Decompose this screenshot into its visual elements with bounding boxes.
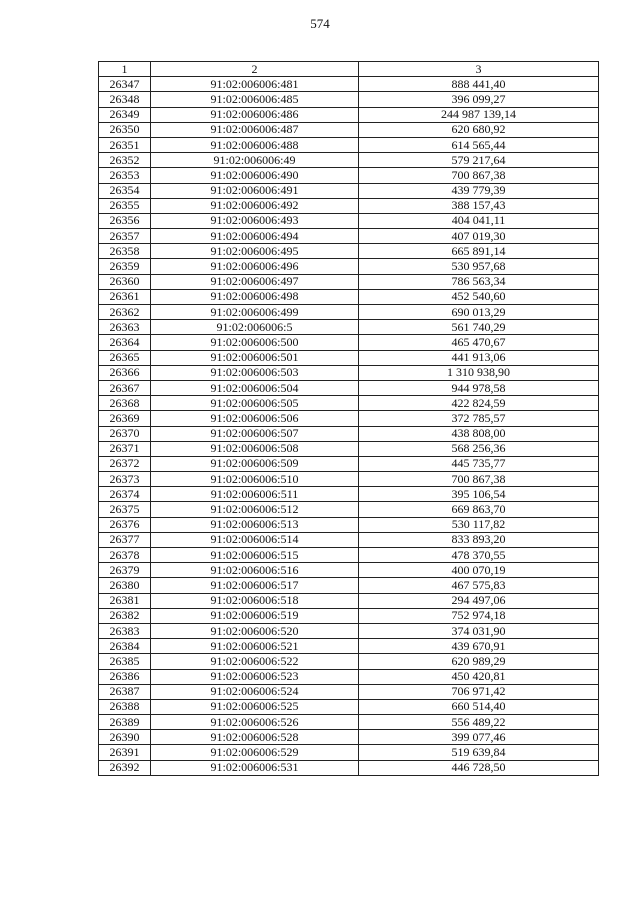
cell-value: 561 740,29 [359,320,599,335]
table-row [99,320,599,335]
cell-cadastral-number: 91:02:006006:523 [151,669,359,684]
cell-cadastral-number: 91:02:006006:506 [151,411,359,426]
cell-cadastral-number: 91:02:006006:488 [151,137,359,152]
cell-value: 396 099,27 [359,92,599,107]
cell-row-number: 26376 [99,517,151,532]
table-row [99,396,599,411]
cell-value: 944 978,58 [359,380,599,395]
cell-cadastral-number: 91:02:006006:509 [151,456,359,471]
cell-row-number: 26379 [99,563,151,578]
cell-cadastral-number: 91:02:006006:496 [151,259,359,274]
cell-row-number: 26359 [99,259,151,274]
table-row [99,745,599,760]
cell-row-number: 26347 [99,77,151,92]
cell-row-number: 26353 [99,168,151,183]
cell-value: 690 013,29 [359,305,599,320]
table-row [99,684,599,699]
cell-row-number: 26370 [99,426,151,441]
cell-cadastral-number: 91:02:006006:481 [151,77,359,92]
cell-row-number: 26386 [99,669,151,684]
cell-cadastral-number: 91:02:006006:517 [151,578,359,593]
cell-cadastral-number: 91:02:006006:493 [151,213,359,228]
cell-value: 1 310 938,90 [359,365,599,380]
table-row [99,730,599,745]
cell-row-number: 26355 [99,198,151,213]
cell-value: 438 808,00 [359,426,599,441]
table-row [99,168,599,183]
cell-cadastral-number: 91:02:006006:531 [151,760,359,775]
cell-cadastral-number: 91:02:006006:529 [151,745,359,760]
table-row [99,548,599,563]
cell-row-number: 26389 [99,715,151,730]
table-row [99,715,599,730]
cell-value: 568 256,36 [359,441,599,456]
table-row [99,244,599,259]
cell-row-number: 26383 [99,623,151,638]
cell-cadastral-number: 91:02:006006:500 [151,335,359,350]
table-row [99,623,599,638]
table-row [99,608,599,623]
cell-value: 439 670,91 [359,639,599,654]
cell-cadastral-number: 91:02:006006:518 [151,593,359,608]
table-row [99,578,599,593]
cell-cadastral-number: 91:02:006006:528 [151,730,359,745]
table-row [99,305,599,320]
cell-value: 660 514,40 [359,699,599,714]
table-row [99,365,599,380]
cell-value: 467 575,83 [359,578,599,593]
cell-value: 579 217,64 [359,153,599,168]
cell-value: 439 779,39 [359,183,599,198]
cell-row-number: 26352 [99,153,151,168]
cell-value: 833 893,20 [359,532,599,547]
cell-row-number: 26373 [99,472,151,487]
cell-cadastral-number: 91:02:006006:485 [151,92,359,107]
cell-cadastral-number: 91:02:006006:486 [151,107,359,122]
cell-value: 706 971,42 [359,684,599,699]
cell-cadastral-number: 91:02:006006:494 [151,229,359,244]
column-header-number: 1 [99,62,151,77]
cell-value: 395 106,54 [359,487,599,502]
cell-cadastral-number: 91:02:006006:524 [151,684,359,699]
cell-cadastral-number: 91:02:006006:49 [151,153,359,168]
cell-row-number: 26351 [99,137,151,152]
cell-value: 478 370,55 [359,548,599,563]
table-row [99,472,599,487]
cell-row-number: 26382 [99,608,151,623]
table-row [99,639,599,654]
cell-cadastral-number: 91:02:006006:501 [151,350,359,365]
table-row [99,426,599,441]
table-row [99,77,599,92]
cell-cadastral-number: 91:02:006006:491 [151,183,359,198]
cell-row-number: 26368 [99,396,151,411]
cell-row-number: 26357 [99,229,151,244]
cell-row-number: 26387 [99,684,151,699]
table-header [99,62,599,77]
cell-row-number: 26381 [99,593,151,608]
cell-cadastral-number: 91:02:006006:519 [151,608,359,623]
cell-cadastral-number: 91:02:006006:492 [151,198,359,213]
table-row [99,380,599,395]
table-row [99,274,599,289]
cell-row-number: 26363 [99,320,151,335]
cell-value: 530 117,82 [359,517,599,532]
table-row [99,487,599,502]
cell-cadastral-number: 91:02:006006:5 [151,320,359,335]
cell-value: 399 077,46 [359,730,599,745]
cell-value: 614 565,44 [359,137,599,152]
cell-value: 404 041,11 [359,213,599,228]
cell-value: 530 957,68 [359,259,599,274]
table-row [99,137,599,152]
cell-cadastral-number: 91:02:006006:487 [151,122,359,137]
cell-cadastral-number: 91:02:006006:521 [151,639,359,654]
cell-row-number: 26354 [99,183,151,198]
cell-row-number: 26348 [99,92,151,107]
cell-row-number: 26390 [99,730,151,745]
table-row [99,259,599,274]
cell-value: 374 031,90 [359,623,599,638]
table-row [99,289,599,304]
cell-cadastral-number: 91:02:006006:526 [151,715,359,730]
cell-cadastral-number: 91:02:006006:516 [151,563,359,578]
cell-row-number: 26365 [99,350,151,365]
cell-row-number: 26366 [99,365,151,380]
cell-value: 244 987 139,14 [359,107,599,122]
cell-value: 620 680,92 [359,122,599,137]
cell-value: 388 157,43 [359,198,599,213]
cell-row-number: 26375 [99,502,151,517]
cell-value: 700 867,38 [359,472,599,487]
cell-cadastral-number: 91:02:006006:504 [151,380,359,395]
cell-row-number: 26385 [99,654,151,669]
table-row [99,350,599,365]
table-row [99,456,599,471]
cell-row-number: 26369 [99,411,151,426]
table-row [99,441,599,456]
cell-row-number: 26362 [99,305,151,320]
cell-value: 786 563,34 [359,274,599,289]
cell-value: 294 497,06 [359,593,599,608]
table-row [99,213,599,228]
cell-row-number: 26358 [99,244,151,259]
cell-row-number: 26361 [99,289,151,304]
cell-value: 752 974,18 [359,608,599,623]
cell-cadastral-number: 91:02:006006:522 [151,654,359,669]
cell-row-number: 26356 [99,213,151,228]
table-row [99,532,599,547]
column-header-cadastral-number: 2 [151,62,359,77]
cell-value: 445 735,77 [359,456,599,471]
cell-row-number: 26392 [99,760,151,775]
cell-cadastral-number: 91:02:006006:508 [151,441,359,456]
table-row [99,699,599,714]
table-row [99,335,599,350]
cell-value: 372 785,57 [359,411,599,426]
cell-row-number: 26372 [99,456,151,471]
cell-cadastral-number: 91:02:006006:505 [151,396,359,411]
table-row [99,517,599,532]
cell-value: 700 867,38 [359,168,599,183]
table-row [99,593,599,608]
cell-row-number: 26374 [99,487,151,502]
cell-cadastral-number: 91:02:006006:512 [151,502,359,517]
table-row [99,198,599,213]
cell-row-number: 26367 [99,380,151,395]
cell-row-number: 26350 [99,122,151,137]
cell-row-number: 26349 [99,107,151,122]
cell-value: 450 420,81 [359,669,599,684]
table-row [99,122,599,137]
table-body [99,77,599,776]
cell-value: 441 913,06 [359,350,599,365]
cell-row-number: 26364 [99,335,151,350]
cell-cadastral-number: 91:02:006006:525 [151,699,359,714]
cell-value: 519 639,84 [359,745,599,760]
table-row [99,563,599,578]
column-header-value: 3 [359,62,599,77]
cell-row-number: 26388 [99,699,151,714]
cell-cadastral-number: 91:02:006006:513 [151,517,359,532]
cell-value: 665 891,14 [359,244,599,259]
table-header-row [99,62,599,77]
table-row [99,92,599,107]
cell-cadastral-number: 91:02:006006:515 [151,548,359,563]
cell-row-number: 26377 [99,532,151,547]
cell-value: 556 489,22 [359,715,599,730]
table-row [99,229,599,244]
cell-cadastral-number: 91:02:006006:511 [151,487,359,502]
cell-value: 888 441,40 [359,77,599,92]
cadastral-value-table [98,61,599,776]
cell-row-number: 26371 [99,441,151,456]
table-row [99,411,599,426]
cell-cadastral-number: 91:02:006006:499 [151,305,359,320]
cell-cadastral-number: 91:02:006006:497 [151,274,359,289]
cell-value: 446 728,50 [359,760,599,775]
cell-value: 422 824,59 [359,396,599,411]
table-row [99,502,599,517]
cell-cadastral-number: 91:02:006006:514 [151,532,359,547]
cell-value: 452 540,60 [359,289,599,304]
cell-cadastral-number: 91:02:006006:510 [151,472,359,487]
table-row [99,760,599,775]
cell-value: 620 989,29 [359,654,599,669]
table-row [99,669,599,684]
table-row [99,183,599,198]
cell-row-number: 26360 [99,274,151,289]
table-row [99,153,599,168]
cell-cadastral-number: 91:02:006006:490 [151,168,359,183]
cell-value: 400 070,19 [359,563,599,578]
table-row [99,107,599,122]
cell-cadastral-number: 91:02:006006:520 [151,623,359,638]
cell-cadastral-number: 91:02:006006:498 [151,289,359,304]
cell-value: 465 470,67 [359,335,599,350]
cell-row-number: 26378 [99,548,151,563]
cell-cadastral-number: 91:02:006006:495 [151,244,359,259]
cell-value: 407 019,30 [359,229,599,244]
cell-row-number: 26391 [99,745,151,760]
cell-row-number: 26380 [99,578,151,593]
cell-cadastral-number: 91:02:006006:503 [151,365,359,380]
cell-row-number: 26384 [99,639,151,654]
page-number: 574 [310,16,330,31]
table-row [99,654,599,669]
cell-cadastral-number: 91:02:006006:507 [151,426,359,441]
cell-value: 669 863,70 [359,502,599,517]
